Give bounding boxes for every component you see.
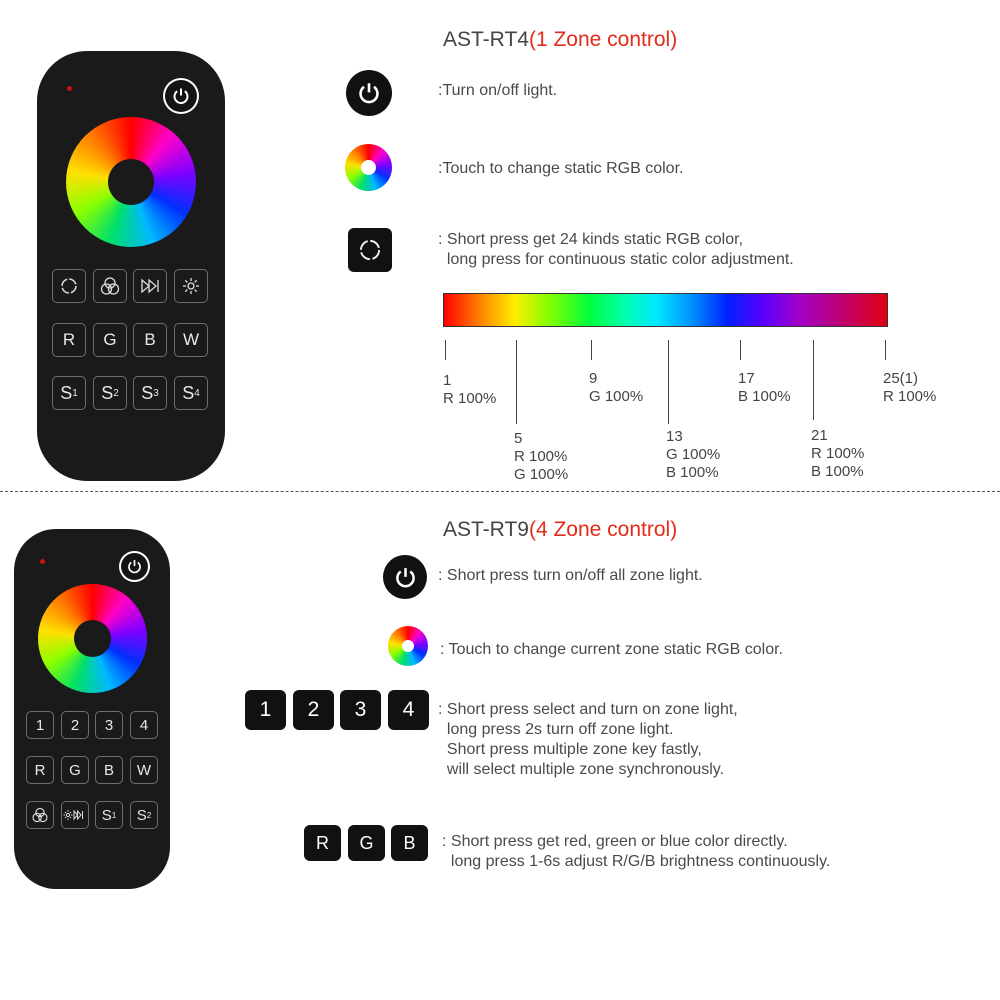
rt9-brightness-speed-button[interactable] bbox=[61, 801, 89, 829]
rt4-key-s4[interactable]: S 4 bbox=[174, 376, 208, 410]
rgb-key-g: G bbox=[348, 825, 385, 861]
spectrum-label bbox=[514, 430, 568, 484]
cycle-icon bbox=[357, 237, 383, 263]
power-icon bbox=[171, 86, 191, 106]
rt4-key-r[interactable]: R bbox=[52, 323, 86, 357]
rt4-title: AST-RT4(1 Zone control) bbox=[443, 28, 678, 51]
indicator-led bbox=[67, 86, 72, 91]
rt4-remote bbox=[37, 51, 225, 481]
spectrum-tick bbox=[516, 340, 517, 424]
brightness-icon bbox=[181, 276, 201, 296]
spectrum-tick bbox=[445, 340, 446, 360]
spectrum-label-text: R 100% G 100% bbox=[514, 448, 569, 483]
spectrum-label-number: 25(1) bbox=[883, 370, 919, 387]
spectrum-label-text: B 100% bbox=[738, 388, 791, 405]
zone-key-3: 3 bbox=[340, 690, 381, 730]
rt4-key-g[interactable]: G bbox=[93, 323, 127, 357]
spectrum-label bbox=[443, 372, 496, 408]
spectrum-label-text: R 100% bbox=[883, 388, 937, 405]
spectrum-label bbox=[811, 427, 864, 481]
spectrum-tick bbox=[591, 340, 592, 360]
spectrum-label bbox=[666, 428, 720, 482]
rgb-key-r: R bbox=[304, 825, 341, 861]
power-icon bbox=[356, 80, 382, 106]
rt9-legend-power-icon bbox=[383, 555, 427, 599]
rt4-legend-power-icon bbox=[346, 70, 392, 116]
rt9-desc-rgb: : Short press get red, green or blue color directly. long press 1-6s adjust R/G/B brightness continuously. bbox=[442, 833, 831, 870]
rt9-zone-key-3[interactable]: 3 bbox=[95, 711, 123, 739]
rgb-key-b: B bbox=[391, 825, 428, 861]
rt4-desc-wheel: :Touch to change static RGB color. bbox=[438, 160, 684, 177]
rt4-play-speed-button[interactable] bbox=[133, 269, 167, 303]
spectrum-label-text: G 100% bbox=[589, 388, 644, 405]
spectrum-label-number: 1 bbox=[443, 372, 452, 389]
rt9-key-w[interactable]: W bbox=[130, 756, 158, 784]
spectrum-tick bbox=[668, 340, 669, 424]
rt9-key-g[interactable]: G bbox=[61, 756, 89, 784]
spectrum-label-text: G 100% B 100% bbox=[666, 446, 721, 481]
rt4-key-b[interactable]: B bbox=[133, 323, 167, 357]
zone-key-2: 2 bbox=[293, 690, 334, 730]
rt9-desc-zone: : Short press select and turn on zone light, long press 2s turn off zone light. Short press multiple zone key fastly, will select multiple zone synchronously. bbox=[438, 701, 738, 778]
spectrum-label-number: 21 bbox=[811, 427, 828, 444]
rt4-cycle-button[interactable] bbox=[52, 269, 86, 303]
spectrum-label-text: R 100% bbox=[443, 390, 497, 407]
spectrum-tick bbox=[740, 340, 741, 360]
rt4-key-s3[interactable]: S 3 bbox=[133, 376, 167, 410]
rt9-key-s2[interactable]: S 2 bbox=[130, 801, 158, 829]
rt4-key-w[interactable]: W bbox=[174, 323, 208, 357]
rt9-zone-key-4[interactable]: 4 bbox=[130, 711, 158, 739]
zone-key-4: 4 bbox=[388, 690, 429, 730]
brightness-speed-icon bbox=[63, 808, 87, 822]
rt4-key-s1[interactable]: S 1 bbox=[52, 376, 86, 410]
rt9-key-s1[interactable]: S 1 bbox=[95, 801, 123, 829]
cycle-icon bbox=[59, 276, 79, 296]
rt4-color-wheel[interactable] bbox=[66, 117, 196, 247]
rt9-zone-key-2[interactable]: 2 bbox=[61, 711, 89, 739]
rt9-desc-power: : Short press turn on/off all zone light. bbox=[438, 567, 703, 584]
rt4-key-s2[interactable]: S 2 bbox=[93, 376, 127, 410]
rt4-rgb-mix-button[interactable] bbox=[93, 269, 127, 303]
spectrum-label bbox=[738, 370, 791, 406]
rt9-rgb-mix-button[interactable] bbox=[26, 801, 54, 829]
color-wheel-icon bbox=[388, 626, 428, 666]
spectrum-tick bbox=[813, 340, 814, 420]
rt4-brightness-button[interactable] bbox=[174, 269, 208, 303]
color-wheel-icon bbox=[345, 144, 392, 191]
rt9-key-r[interactable]: R bbox=[26, 756, 54, 784]
rgb-mix-icon bbox=[99, 275, 121, 297]
spectrum-label-number: 13 bbox=[666, 428, 683, 445]
spectrum-label-number: 5 bbox=[514, 430, 523, 447]
rt4-legend-cycle-key bbox=[348, 228, 392, 272]
section-divider bbox=[0, 491, 1000, 492]
rt9-desc-wheel: : Touch to change current zone static RGB color. bbox=[440, 641, 783, 658]
rt4-desc-cycle: : Short press get 24 kinds static RGB color, long press for continuous static color adjustment. bbox=[438, 231, 794, 268]
spectrum-tick bbox=[885, 340, 886, 360]
rt9-title: AST-RT9(4 Zone control) bbox=[443, 518, 678, 541]
spectrum-label bbox=[589, 370, 643, 406]
power-icon bbox=[126, 558, 143, 575]
rt9-zone-key-1[interactable]: 1 bbox=[26, 711, 54, 739]
indicator-led bbox=[40, 559, 45, 564]
spectrum-label-number: 17 bbox=[738, 370, 755, 387]
spectrum-label-number: 9 bbox=[589, 370, 598, 387]
rt9-remote bbox=[14, 529, 170, 889]
power-icon bbox=[393, 565, 418, 590]
spectrum-label-text: R 100% B 100% bbox=[811, 445, 865, 480]
rt9-color-wheel[interactable] bbox=[38, 584, 147, 693]
rt4-power-button[interactable] bbox=[163, 78, 199, 114]
play-speed-icon bbox=[139, 276, 161, 296]
rt4-desc-power: :Turn on/off light. bbox=[438, 82, 558, 99]
rt9-power-button[interactable] bbox=[119, 551, 150, 582]
spectrum-label bbox=[883, 370, 936, 406]
rt9-key-b[interactable]: B bbox=[95, 756, 123, 784]
color-spectrum-bar bbox=[443, 293, 888, 327]
zone-key-1: 1 bbox=[245, 690, 286, 730]
rgb-mix-icon bbox=[31, 806, 49, 824]
